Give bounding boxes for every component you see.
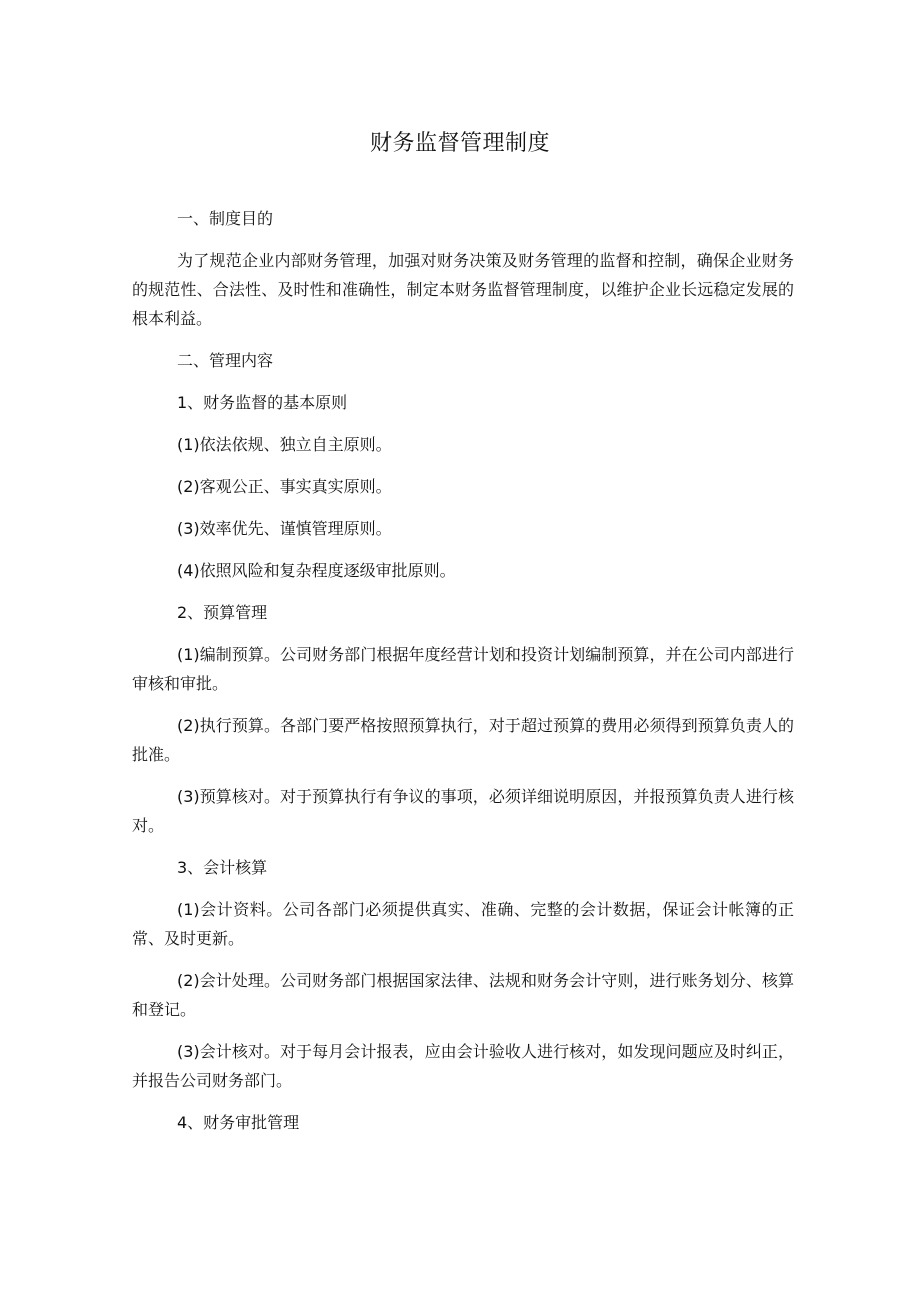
document-title: 财务监督管理制度 xyxy=(369,131,550,156)
list-item: (1)依法依规、独立自主原则。 xyxy=(177,435,392,454)
list-item: (3)会计核对。对于每月会计报表，应由会计验收人进行核对，如发现问题应及时纠正，并报告公司财务部门。 xyxy=(132,1042,794,1090)
list-item: (1)编制预算。公司财务部门根据年度经营计划和投资计划编制预算，并在公司内部进行审核和审批。 xyxy=(132,645,794,693)
document-body xyxy=(132,204,794,1150)
subsection-heading: 3、会计核算 xyxy=(177,858,268,877)
list-item: (3)效率优先、谨慎管理原则。 xyxy=(177,519,392,538)
purpose-paragraph: 为了规范企业内部财务管理，加强对财务决策及财务管理的监督和控制，确保企业财务的规范性、合法性、及时性和准确性，制定本财务监督管理制度，以维护企业长远稳定发展的根本利益。 xyxy=(132,251,794,328)
section-heading: 一、制度目的 xyxy=(177,209,274,228)
list-item: (1)会计资料。公司各部门必须提供真实、准确、完整的会计数据，保证会计帐簿的正常、及时更新。 xyxy=(132,900,794,948)
list-item: (3)预算核对。对于预算执行有争议的事项，必须详细说明原因，并报预算负责人进行核对。 xyxy=(132,787,794,835)
section-heading: 二、管理内容 xyxy=(177,351,274,370)
list-item: (2)客观公正、事实真实原则。 xyxy=(177,477,392,496)
list-item: (2)会计处理。公司财务部门根据国家法律、法规和财务会计守则，进行账务划分、核算和登记。 xyxy=(132,971,794,1019)
subsection-heading: 4、财务审批管理 xyxy=(177,1113,300,1132)
list-item: (2)执行预算。各部门要严格按照预算执行，对于超过预算的费用必须得到预算负责人的批准。 xyxy=(132,716,794,764)
list-item: (4)依照风险和复杂程度逐级审批原则。 xyxy=(177,561,456,580)
subsection-heading: 2、预算管理 xyxy=(177,603,268,622)
subsection-heading: 1、财务监督的基本原则 xyxy=(177,393,348,412)
